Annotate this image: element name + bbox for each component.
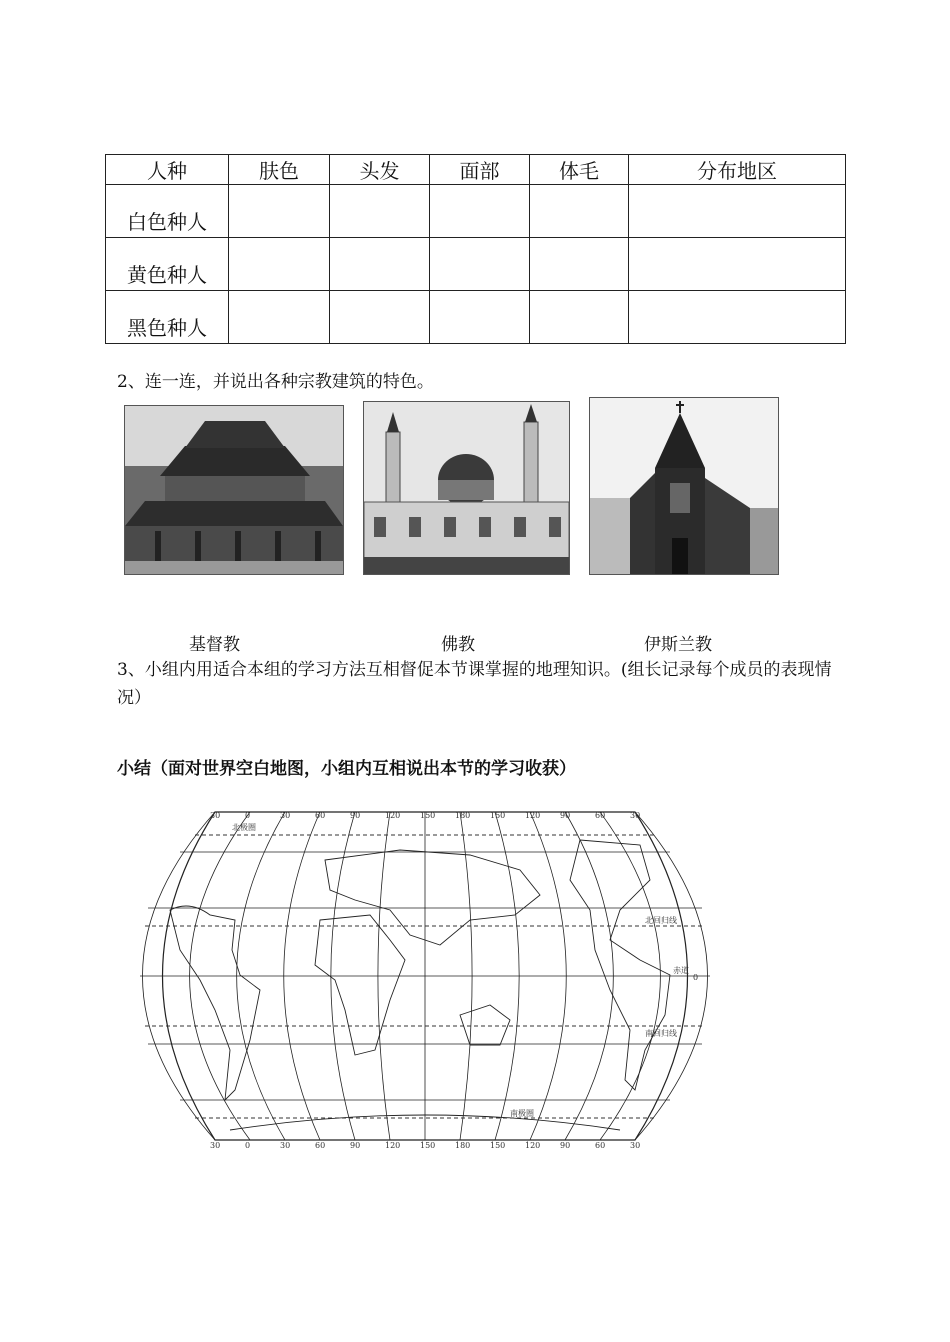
continent-americas-right [570,840,670,1090]
header-race: 人种 [106,155,229,185]
table-cell[interactable] [430,238,530,291]
continent-americas-left [170,906,260,1100]
map-tick-label: 120 [385,1141,401,1150]
table-cell[interactable] [530,238,629,291]
map-tick-label: 30 [210,1141,221,1150]
table-header-row [106,155,846,185]
table-row [106,238,846,291]
header-face: 面部 [430,155,530,185]
continent-africa [315,915,405,1055]
map-tick-label: 0 [245,1141,251,1150]
table-cell[interactable] [229,238,330,291]
church-photo [589,397,779,575]
question-3: 3、小组内用适合本组的学习方法互相督促本节课掌握的地理知识。(组长记录每个成员的表现情况） [117,660,832,708]
label-equator-value: 0 [693,973,699,982]
table-cell[interactable] [530,291,629,344]
map-tick-label: 150 [490,1141,506,1150]
race-table [105,154,846,344]
buddhist-temple-photo [124,405,344,575]
map-tick-label: 150 [490,811,506,820]
map-tick-label: 90 [560,1141,571,1150]
map-tick-label: 30 [630,1141,641,1150]
label-antarctic: 南极圈 [510,1109,534,1118]
header-body-hair: 体毛 [530,155,629,185]
question-2: 2、连一连，并说出各种宗教建筑的特色。 [117,372,434,392]
header-distribution: 分布地区 [629,155,846,185]
map-tick-label: 150 [420,811,436,820]
map-tick-label: 60 [315,811,326,820]
mosque-photo [363,401,570,575]
map-tick-label: 30 [630,811,641,820]
table-cell[interactable] [629,185,846,238]
map-tick-label: 60 [595,811,606,820]
map-tick-label: 120 [525,1141,541,1150]
map-tick-label: 90 [350,811,361,820]
map-tick-label: 30 [210,811,221,820]
label-islam[interactable]: 伊斯兰教 [644,635,712,655]
label-christianity[interactable]: 基督教 [189,635,240,655]
row-label: 黄色种人 [106,238,229,291]
label-tropic-capricorn: 南回归线 [645,1029,677,1038]
table-cell[interactable] [629,291,846,344]
table-cell[interactable] [229,291,330,344]
table-cell[interactable] [530,185,629,238]
map-tick-label: 120 [525,811,541,820]
header-skin: 肤色 [229,155,330,185]
map-tick-label: 180 [455,811,471,820]
row-label: 黑色种人 [106,291,229,344]
world-outline-map [140,800,710,1152]
map-tick-label: 180 [455,1141,471,1150]
label-buddhism[interactable]: 佛教 [441,635,475,655]
label-arctic: 北极圈 [232,823,256,832]
table-cell[interactable] [430,291,530,344]
table-row [106,185,846,238]
map-tick-label: 60 [595,1141,606,1150]
table-cell[interactable] [229,185,330,238]
map-tick-label: 120 [385,811,401,820]
continent-australia [460,1005,510,1045]
map-tick-label: 0 [245,811,251,820]
summary-heading: 小结（面对世界空白地图，小组内互相说出本节的学习收获） [117,759,576,779]
map-tick-label: 90 [350,1141,361,1150]
table-cell[interactable] [330,291,430,344]
label-tropic-cancer: 北回归线 [645,916,677,925]
row-label: 白色种人 [106,185,229,238]
label-equator: 赤道 [673,966,689,975]
map-tick-label: 30 [280,1141,291,1150]
map-tick-label: 60 [315,1141,326,1150]
header-hair: 头发 [330,155,430,185]
table-cell[interactable] [330,238,430,291]
table-row [106,291,846,344]
map-tick-label: 90 [560,811,571,820]
map-tick-label: 30 [280,811,291,820]
table-cell[interactable] [430,185,530,238]
table-cell[interactable] [629,238,846,291]
map-tick-label: 150 [420,1141,436,1150]
table-cell[interactable] [330,185,430,238]
